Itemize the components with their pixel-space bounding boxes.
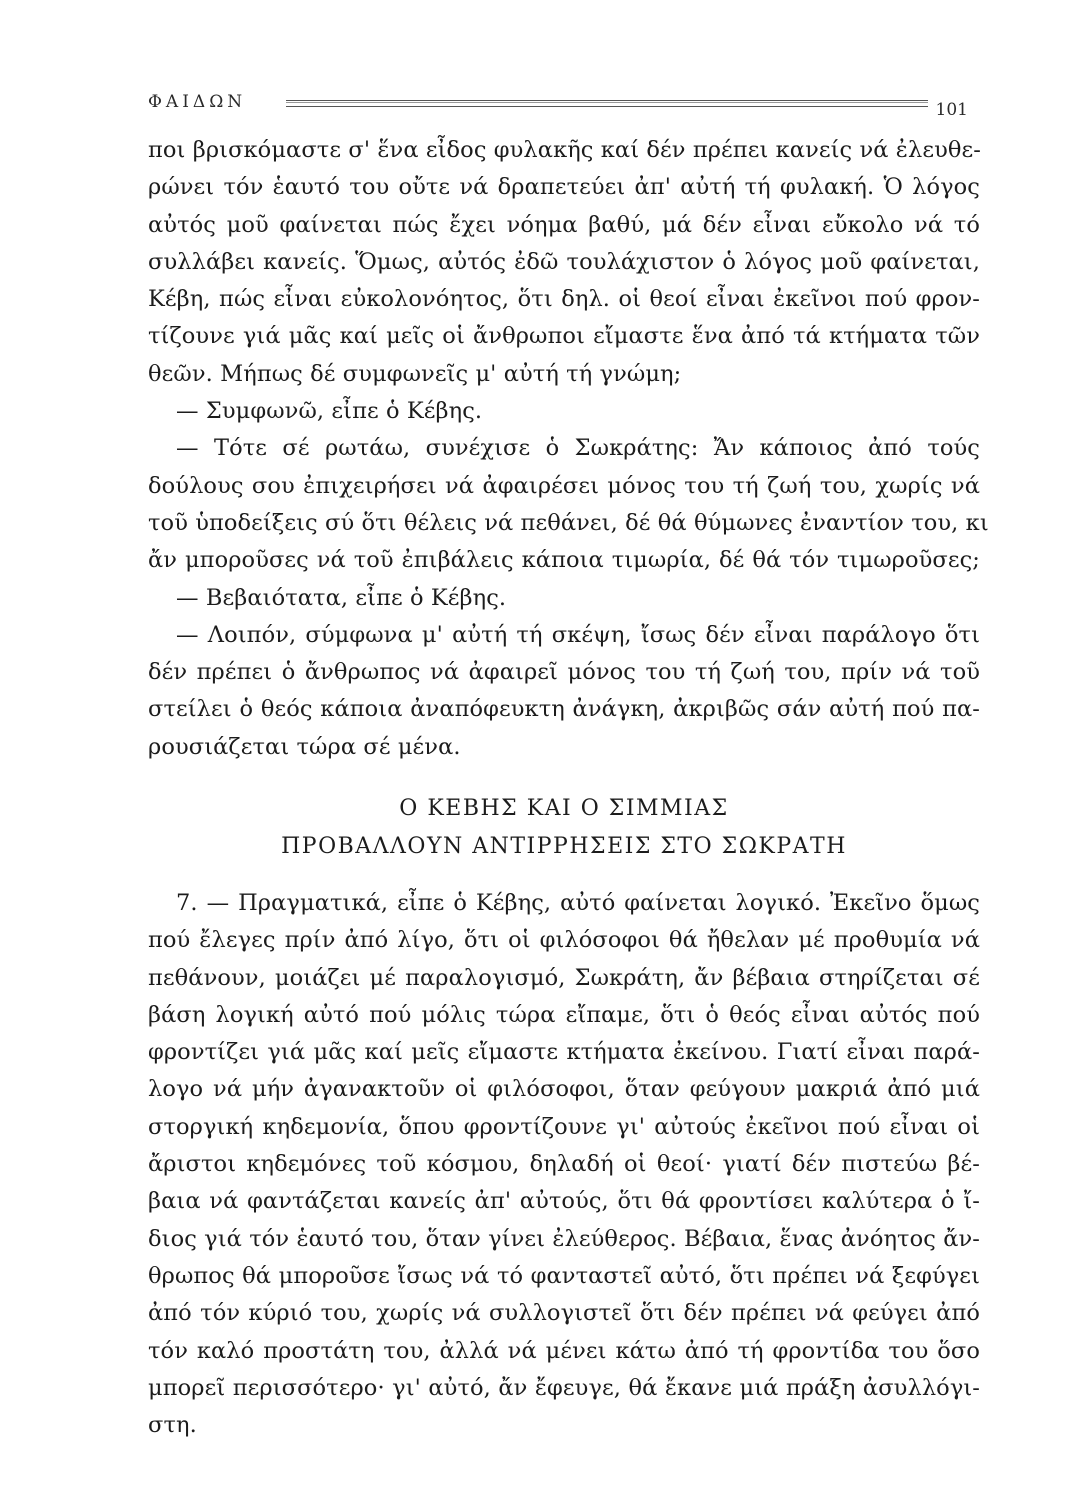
text-line: αὐτός μοῦ φαίνεται πώς ἔχει νόημα βαθύ, μά δέν εἶναι εὔκολο νά τό [148, 211, 980, 238]
body-text-section-1 [148, 132, 989, 766]
section-heading-line-2: ΠΡΟΒΑΛΛΟΥΝ ΑΝΤΙΡΡΗΣΕΙΣ ΣΤΟ ΣΩΚΡΑΤΗ [281, 834, 847, 859]
text-line: ρώνει τόν ἑαυτό του οὔτε νά δραπετεύει ἀπ' αὐτή τή φυλακή. Ὁ λόγος [148, 174, 980, 201]
text-line: στοργική κηδεμονία, ὅπου φροντίζουνε γι' αὐτούς ἐκεῖνοι πού εἶναι οἱ [148, 1113, 980, 1140]
text-line: δέν πρέπει ὁ ἄνθρωπος νά ἀφαιρεῖ μόνος του τή ζωή του, πρίν νά τοῦ [148, 659, 980, 686]
text-line: βαια νά φαντάζεται κανείς ἀπ' αὐτούς, ὅτι θά φροντίσει καλύτερα ὁ ἴ- [148, 1188, 980, 1215]
text-line: στη. [148, 1412, 197, 1439]
text-line: λογο νά μήν ἀγανακτοῦν οἱ φιλόσοφοι, ὅταν φεύγουν μακριά ἀπό μιά [148, 1076, 980, 1103]
text-line: φροντίζει γιά μᾶς καί μεῖς εἴμαστε κτήματα ἐκείνου. Γιατί εἶναι παρά- [148, 1039, 980, 1066]
text-line: ἄριστοι κηδεμόνες τοῦ κόσμου, δηλαδή οἱ θεοί· γιατί δέν πιστεύω βέ- [148, 1151, 980, 1178]
page-number: 101 [935, 100, 968, 120]
text-line: πού ἔλεγες πρίν ἀπό λίγο, ὅτι οἱ φιλόσοφοι θά ἤθελαν μέ προθυμία νά [148, 927, 980, 954]
text-line: ποι βρισκόμαστε σ' ἕνα εἶδος φυλακῆς καί δέν πρέπει κανείς νά ἐλευθε- [148, 137, 981, 163]
text-line: μπορεῖ περισσότερο· γι' αὐτό, ἄν ἔφευγε, θά ἔκανε μιά πράξη ἀσυλλόγι- [148, 1374, 980, 1401]
dialogue-line: — Λοιπόν, σύμφωνα μ' αὐτή τή σκέψη, ἴσως δέν εἶναι παράλογο ὅτι [176, 621, 980, 648]
dialogue-line: — Βεβαιότατα, εἶπε ὁ Κέβης. [176, 584, 507, 611]
text-line: συλλάβει κανείς. Ὅμως, αὐτός ἐδῶ τουλάχιστον ὁ λόγος μοῦ φαίνεται, [148, 248, 980, 275]
text-line: ἄν μποροῦσες νά τοῦ ἐπιβάλεις κάποια τιμωρία, δέ θά τόν τιμωροῦσες; [148, 547, 980, 574]
paragraph-start-line: 7. — Πραγματικά, εἶπε ὁ Κέβης, αὐτό φαίνεται λογικό. Ἐκεῖνο ὅμως [176, 890, 980, 916]
running-title: ΦΑΙΔΩΝ [148, 92, 247, 112]
dialogue-line: — Συμφωνῶ, εἶπε ὁ Κέβης. [176, 398, 483, 425]
text-line: διος γιά τόν ἑαυτό του, ὅταν γίνει ἐλεύθερος. Βέβαια, ἕνας ἀνόητος ἄν- [148, 1225, 980, 1252]
section-heading-line-1: Ο ΚΕΒΗΣ ΚΑΙ Ο ΣΙΜΜΙΑΣ [399, 796, 729, 821]
body-text-section-2 [148, 885, 980, 1444]
running-head [148, 88, 968, 128]
text-line: ἀπό τόν κύριό του, χωρίς νά συλλογιστεῖ ὅτι δέν πρέπει νά φεύγει ἀπό [148, 1300, 980, 1327]
text-line: τίζουνε γιά μᾶς καί μεῖς οἱ ἄνθρωποι εἴμαστε ἕνα ἀπό τά κτήματα τῶν [148, 323, 980, 350]
text-line: βάση λογική αὐτό πού μόλις τώρα εἴπαμε, ὅτι ὁ θεός εἶναι αὐτός πού [148, 1001, 980, 1028]
header-rule [286, 100, 928, 107]
text-line: Κέβη, πώς εἶναι εὐκολονόητος, ὅτι δηλ. οἱ θεοί εἶναι ἐκεῖνοι πού φρον- [148, 286, 980, 313]
text-line: στείλει ὁ θεός κάποια ἀναπόφευκτη ἀνάγκη, ἀκριβῶς σάν αὐτή πού πα- [148, 696, 980, 723]
section-heading [148, 790, 980, 866]
text-line: θρωπος θά μποροῦσε ἴσως νά τό φανταστεῖ αὐτό, ὅτι πρέπει νά ξεφύγει [148, 1262, 980, 1289]
text-line: πεθάνουν, μοιάζει μέ παραλογισμό, Σωκράτη, ἄν βέβαια στηρίζεται σέ [148, 964, 980, 991]
text-line: δούλους σου ἐπιχειρήσει νά ἀφαιρέσει μόνος του τή ζωή του, χωρίς νά [148, 472, 980, 499]
dialogue-line: — Τότε σέ ρωτάω, συνέχισε ὁ Σωκράτης: Ἄν κάποιος ἀπό τούς [176, 435, 980, 462]
text-line: ρουσιάζεται τώρα σέ μένα. [148, 733, 461, 760]
text-line: τόν καλό προστάτη του, ἀλλά νά μένει κάτω ἀπό τή φροντίδα του ὅσο [148, 1337, 980, 1364]
text-line: θεῶν. Μήπως δέ συμφωνεῖς μ' αὐτή τή γνώμη; [148, 360, 682, 387]
text-line: τοῦ ὑποδείξεις σύ ὅτι θέλεις νά πεθάνει, δέ θά θύμωνες ἐναντίον του, κι [148, 509, 989, 536]
